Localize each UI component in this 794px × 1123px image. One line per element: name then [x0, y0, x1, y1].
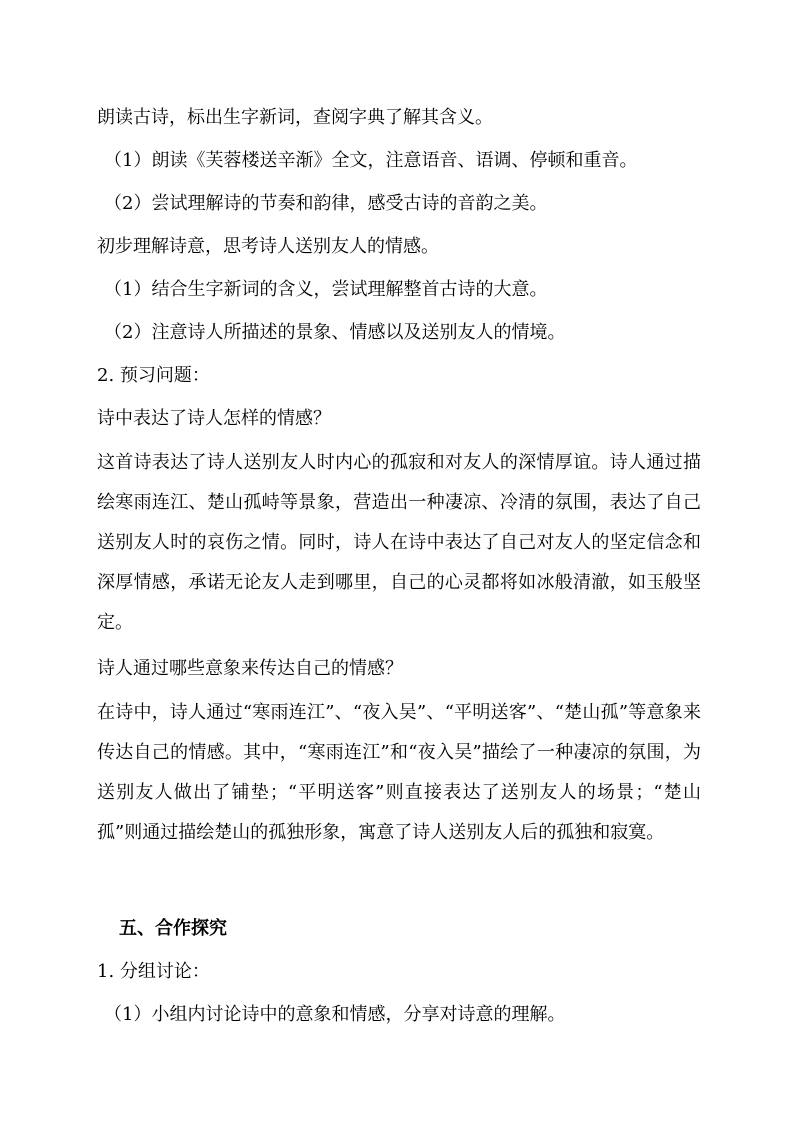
- question: 诗中表达了诗人怎样的情感？: [97, 408, 331, 429]
- answer-paragraph: 这首诗表达了诗人送别友人时内心的孤寂和对友人的深情厚谊。诗人通过描绘寒雨连江、楚山孤峙等景象，营造出一种凄凉、冷清的氛围，表达了自己送别友人时的哀伤之情。同时，诗人在诗中表达了自己对友人的坚定信念和深厚情感，承诺无论友人走到哪里，自己的心灵都将如冰般清澈，如玉般坚定。: [97, 452, 701, 633]
- question: 诗人通过哪些意象来传达自己的情感？: [97, 658, 403, 679]
- section-label: 2. 预习问题：: [97, 365, 210, 386]
- section-heading: 五、合作探究: [119, 918, 227, 939]
- text-line: （1）小组内讨论诗中的意象和情感，分享对诗意的理解。: [104, 1004, 566, 1025]
- text-line: （1）朗读《芙蓉楼送辛渐》全文，注意语音、语调、停顿和重音。: [104, 150, 638, 171]
- text-line: （1）结合生字新词的含义，尝试理解整首古诗的大意。: [104, 279, 548, 300]
- text-line: 初步理解诗意，思考诗人送别友人的情感。: [97, 236, 439, 257]
- answer-paragraph: 在诗中，诗人通过“寒雨连江”、“夜入吴”、“平明送客”、“楚山孤”等意象来传达自己的情感。其中，“寒雨连江”和“夜入吴”描绘了一种凄凉的氛围，为送别友人做出了铺垫；“平明送客”则直接表达了送别友人的场景；“楚山孤”则通过描绘楚山的孤独形象，寓意了诗人送别友人后的孤独和寂寞。: [97, 702, 701, 843]
- text-line: 朗读古诗，标出生字新词，查阅字典了解其含义。: [97, 107, 493, 128]
- section-label: 1. 分组讨论：: [97, 961, 210, 982]
- text-line: （2）尝试理解诗的节奏和韵律，感受古诗的音韵之美。: [104, 193, 548, 214]
- text-line: （2）注意诗人所描述的景象、情感以及送别友人的情境。: [104, 322, 566, 343]
